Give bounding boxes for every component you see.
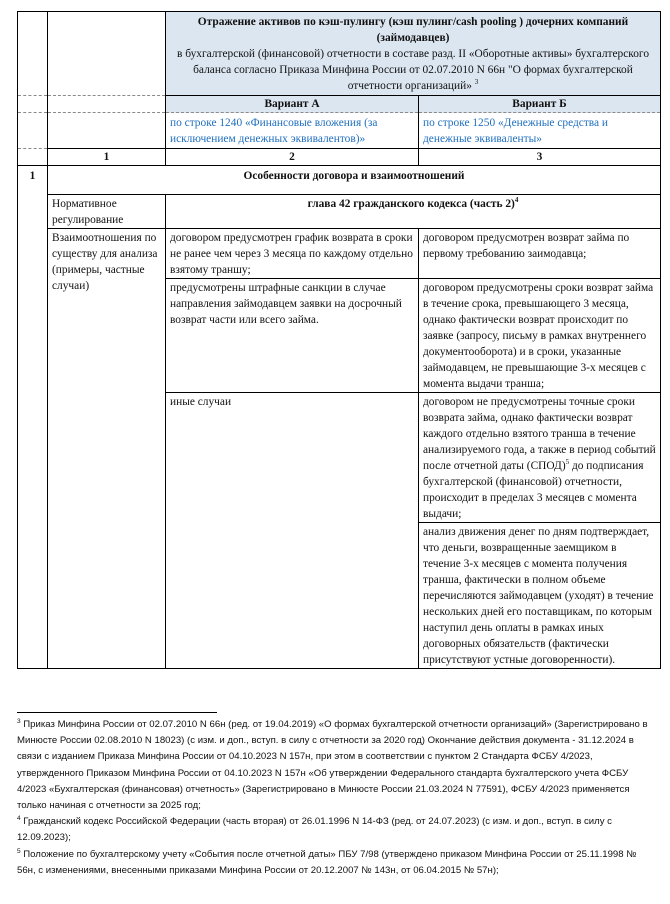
variant-b-label: Вариант Б [419, 96, 661, 113]
footnote-text: Гражданский кодекс Российской Федерации (часть вторая) от 26.01.1996 N 14-ФЗ (ред. от 24.07.2023) (с изм. и доп., вступ. в силу с 12.09.2023); [17, 816, 612, 844]
empty-cell [18, 96, 48, 113]
empty-cell [48, 96, 166, 113]
case-variant-b: договором предусмотрены сроки возврат займа в течение срока, превышающего 3 месяца, однако фактически возврат происходит по заявке (запросу, письму в рамках внутреннего документооборота) и в сроки, указанные займодавцем, не превышающие 3-х месяцев с момента выдачи транша; [419, 279, 661, 393]
footnote-text: Приказ Минфина России от 02.07.2010 N 66н (ред. от 19.04.2019) «О формах бухгалтерской отчетности организаций» (Зарегистрировано в Минюсте России 02.08.2010 N 18023) (с изм. и доп., вступ. в силу с отчетности за 2020 год) Окончание действия документа - 31.12.2024 в связи с изданием Приказа Минфина России от 04.10.2023 N 157н, при этом в соответствии с пунктом 2 Стандарта ФСБУ 4/2023, утвержденного Приказом Минфина России от 04.10.2023 N 157н «Об утверждении Федерального стандарта бухгалтерского учета ФСБУ 4/2023 «Бухгалтерская (финансовая) отчетность» (Зарегистрировано в Минюсте России 21.03.2024 N 77591), ФСБУ 4/2023 применяется только начиная с отчетности за 2025 год; [17, 719, 648, 812]
header-title-bold: Отражение активов по кэш-пулингу (кэш пулинг/cash pooling ) дочерних компаний (займодавцев) [197, 16, 629, 44]
variant-descriptions-row [18, 113, 661, 149]
case-variant-b-text-cont: до подписания бухгалтерской (финансовой) отчетности, происходит в пределах 3 месяцев с момента выдачи; [423, 460, 644, 520]
footnote-3 [17, 717, 657, 814]
case-variant-a: предусмотрены штрафные санкции в случае направления займодавцем заявки на досрочный возврат части или всего займа. [166, 279, 419, 393]
footnote-separator [17, 712, 217, 713]
empty-cell [48, 113, 166, 149]
variant-a-description: по строке 1240 «Финансовые вложения (за исключением денежных эквивалентов)» [166, 113, 419, 149]
relations-case-row [18, 229, 661, 279]
footnote-ref-3[interactable]: 3 [474, 78, 479, 87]
footnote-mark: 4 [17, 815, 21, 823]
section-row [18, 166, 661, 195]
footnotes [17, 717, 657, 879]
section-number: 1 [18, 166, 48, 669]
header-title-row [18, 12, 661, 96]
case-variant-b: договором предусмотрен возврат займа по первому требованию заимодавца; [419, 229, 661, 279]
footnote-ref-4[interactable]: 4 [514, 196, 519, 205]
empty-cell [18, 149, 48, 166]
case-variant-b [419, 393, 661, 523]
variant-a-label: Вариант А [166, 96, 419, 113]
column-number-2: 2 [166, 149, 419, 166]
cash-pooling-table [17, 11, 661, 669]
column-number-1: 1 [48, 149, 166, 166]
variant-labels-row [18, 96, 661, 113]
regulation-row [18, 195, 661, 229]
column-numbers-row [18, 149, 661, 166]
case-variant-b-text: договором не предусмотрены точные сроки возврата займа, однако фактически возврат каждого отдельно взятого транша в течение анализируемого года, а также в период событий после отчетной даты (СПОД) [423, 396, 656, 472]
table-header-title [166, 12, 661, 96]
case-variant-a: иные случаи [166, 393, 419, 669]
case-variant-a: договором предусмотрен график возврата в сроки не ранее чем через 3 месяца по каждому отдельно взятому траншу; [166, 229, 419, 279]
empty-cell [18, 12, 48, 96]
regulation-label: Нормативное регулирование [48, 195, 166, 229]
footnote-mark: 3 [17, 717, 21, 725]
document-page [17, 11, 660, 669]
header-subtitle [170, 46, 656, 94]
column-number-3: 3 [419, 149, 661, 166]
empty-cell [48, 12, 166, 96]
regulation-value-text: глава 42 гражданского кодекса (часть 2) [307, 198, 515, 210]
footnote-mark: 5 [17, 847, 21, 855]
footnote-4 [17, 814, 657, 846]
section-title: Особенности договора и взаимоотношений [48, 166, 661, 195]
footnote-5 [17, 847, 657, 879]
empty-cell [18, 113, 48, 149]
relations-label: Взаимоотношения по существу для анализа (примеры, частные случаи) [48, 229, 166, 669]
regulation-value [166, 195, 661, 229]
header-subtitle-text: в бухгалтерской (финансовой) отчетности в составе разд. II «Оборотные активы» бухгалтерского баланса согласно Приказа Минфина России от 02.07.2010 N 66н "О формах бухгалтерской отчетности организаций» [176, 48, 650, 92]
footnote-text: Положение по бухгалтерскому учету «События после отчетной даты» ПБУ 7/98 (утверждено приказом Минфина России от 25.11.1998 № 56н, с изменениями, внесенными приказами Минфина России от 20.12.2007 № 143н, от 06.04.2015 № 57н); [17, 848, 637, 876]
footnote-ref-5[interactable]: 5 [565, 458, 570, 467]
case-variant-b-extra: анализ движения денег по дням подтверждает, что деньги, возвращенные заемщиком в течение 3-х месяцев с момента получения транша, фактически в полном объеме перечисляются займодавцем (уходят) в течение нескольких дней его поставщикам, по которым наступил день оплаты в рамках иных договорных обязательств (фактически присутствуют устные договоренности). [419, 523, 661, 669]
variant-b-description: по строке 1250 «Денежные средства и денежные эквиваленты» [419, 113, 661, 149]
